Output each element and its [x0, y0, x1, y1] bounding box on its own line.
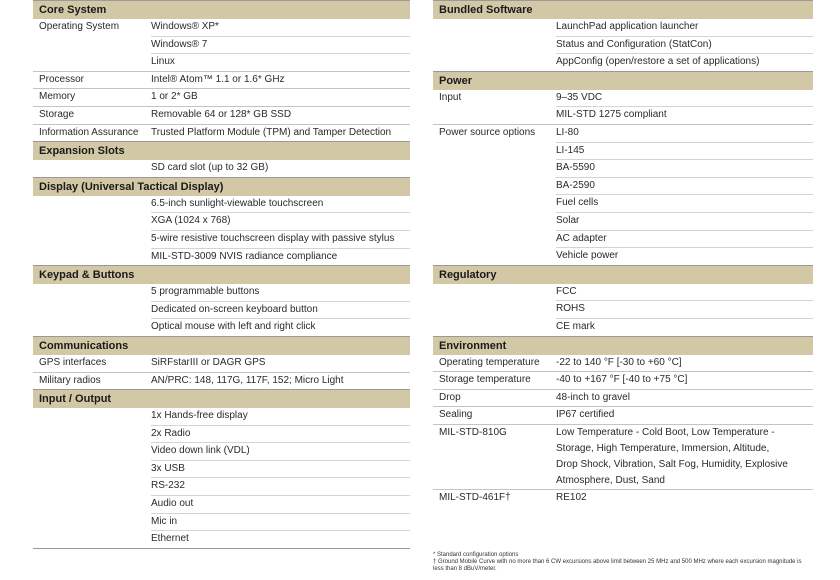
spec-value: MIL-STD 1275 compliant [556, 109, 667, 121]
spec-value: Status and Configuration (StatCon) [556, 37, 813, 55]
spec-row [433, 371, 813, 389]
spec-value: Dedicated on-screen keyboard button [151, 302, 410, 320]
spec-value: Vehicle power [556, 250, 619, 262]
spec-row [433, 284, 813, 336]
spec-value: Low Temperature - Cold Boot, Low Temperature - Storage, High Temperature, Immersion, Altitude, Drop Shock, Vibration, Salt Fog, Humidity, Explosive Atmosphere, Dust, Sand [556, 426, 788, 486]
spec-label: Storage [39, 108, 75, 120]
spec-label: Drop [439, 391, 461, 403]
spec-value: AC adapter [556, 231, 813, 249]
section-header: Power [433, 72, 813, 90]
spec-value: BA-5590 [556, 160, 813, 178]
spec-label: Operating System [39, 21, 120, 32]
spec-values [556, 390, 813, 407]
spec-value: ROHS [556, 301, 813, 319]
spec-value: Video down link (VDL) [151, 443, 410, 461]
section-environment [433, 336, 813, 507]
spec-value: Optical mouse with left and right click [151, 321, 316, 333]
spec-label: MIL-STD-810G [439, 426, 507, 438]
spec-row [433, 389, 813, 407]
spec-label: Military radios [39, 374, 101, 386]
section-power [433, 71, 813, 265]
spec-row [33, 372, 410, 390]
spec-row [433, 489, 813, 507]
spec-value: XGA (1024 x 768) [151, 213, 410, 231]
spec-values [556, 284, 813, 336]
spec-row [33, 408, 410, 548]
section-regulatory [433, 265, 813, 336]
spec-values [556, 125, 813, 265]
section-bundled-software [433, 0, 813, 71]
spec-value: -40 to +167 °F [-40 to +75 °C] [556, 374, 688, 386]
spec-value: Trusted Platform Module (TPM) and Tamper Detection [151, 126, 392, 138]
spec-values [151, 373, 410, 390]
spec-value: MIL-STD-3009 NVIS radiance compliance [151, 250, 338, 262]
spec-value: AppConfig (open/restore a set of applications) [556, 56, 760, 68]
section-communications [33, 336, 410, 389]
section-core-system [33, 0, 410, 141]
spec-values [556, 407, 813, 424]
left-spec-column [33, 0, 410, 549]
section-header: Core System [33, 1, 410, 19]
spec-label [33, 196, 151, 265]
spec-value: SiRFstarIII or DAGR GPS [151, 356, 266, 368]
spec-label: MIL-STD-461F† [439, 491, 511, 503]
spec-row [433, 406, 813, 424]
section-expansion-slots [33, 141, 410, 177]
spec-row [33, 284, 410, 336]
spec-value: 5 programmable buttons [151, 284, 410, 302]
spec-value: BA-2590 [556, 178, 813, 196]
spec-label: Sealing [439, 409, 473, 421]
spec-label [433, 284, 556, 336]
spec-values [151, 196, 410, 265]
section-header: Expansion Slots [33, 142, 410, 160]
spec-row [33, 71, 410, 89]
spec-row [433, 424, 813, 489]
spec-label [433, 19, 556, 71]
spec-value: 3x USB [151, 461, 410, 479]
section-header: Keypad & Buttons [33, 266, 410, 284]
spec-value: LI-80 [556, 125, 813, 143]
section-keypad-buttons [33, 265, 410, 336]
spec-row [433, 90, 813, 124]
spec-value: Removable 64 or 128* GB SSD [151, 108, 292, 120]
spec-label: Input [439, 91, 462, 103]
spec-value: Solar [556, 213, 813, 231]
spec-row [33, 124, 410, 142]
spec-row [33, 160, 410, 177]
spec-row [433, 355, 813, 372]
spec-values [556, 90, 813, 124]
spec-row [33, 88, 410, 106]
spec-value: 2x Radio [151, 426, 410, 444]
spec-row [33, 19, 410, 71]
spec-row [433, 124, 813, 265]
spec-value: AN/PRC: 148, 117G, 117F, 152; Micro Light [151, 374, 344, 386]
spec-values [151, 72, 410, 89]
spec-value: 5-wire resistive touchscreen display with passive stylus [151, 231, 410, 249]
spec-value: 6.5-inch sunlight-viewable touchscreen [151, 196, 410, 214]
spec-value: LaunchPad application launcher [556, 19, 813, 37]
spec-label: GPS interfaces [39, 356, 107, 368]
spec-value: Fuel cells [556, 195, 813, 213]
spec-value: 1x Hands-free display [151, 408, 410, 426]
spec-label: Memory [39, 91, 76, 103]
spec-value: Mic in [151, 514, 410, 532]
spec-values [151, 19, 410, 71]
spec-values [151, 408, 410, 548]
spec-label: Power source options [439, 126, 536, 138]
spec-values [556, 425, 813, 489]
spec-values [556, 490, 813, 507]
footnote-standard-config: * Standard configuration options [433, 552, 519, 558]
spec-values [556, 372, 813, 389]
spec-value: RE102 [556, 491, 587, 503]
spec-value: Ethernet [151, 533, 189, 545]
section-display-universal-tactical-display [33, 177, 410, 265]
spec-label: Storage temperature [439, 374, 531, 386]
spec-values [151, 284, 410, 336]
spec-value: -22 to 140 °F [-30 to +60 °C] [556, 356, 682, 368]
spec-value: SD card slot (up to 32 GB) [151, 162, 269, 174]
spec-values [151, 355, 410, 372]
footnote-ground-mobile-curve: † Ground Mobile Curve with no more than 6 CW excursions above limit between 25 MHz and 500 MHz where each excursion magnitude is less than 8 dBuV/meter. [433, 559, 802, 572]
spec-value: IP67 certified [556, 409, 615, 421]
spec-values [151, 160, 410, 177]
section-header: Input / Output [33, 390, 410, 408]
spec-row [33, 106, 410, 124]
spec-row [33, 196, 410, 265]
spec-value: CE mark [556, 320, 595, 332]
spec-values [151, 107, 410, 124]
footnotes [433, 552, 813, 573]
spec-value: LI-145 [556, 143, 813, 161]
section-header: Environment [433, 337, 813, 355]
spec-label: Operating temperature [439, 356, 540, 368]
spec-value: RS-232 [151, 478, 410, 496]
spec-values [556, 19, 813, 71]
section-header: Display (Universal Tactical Display) [33, 178, 410, 196]
spec-values [556, 355, 813, 372]
spec-values [151, 125, 410, 142]
section-header: Communications [33, 337, 410, 355]
spec-label [33, 284, 151, 336]
spec-row [433, 19, 813, 71]
spec-value: FCC [556, 284, 813, 302]
spec-values [151, 89, 410, 106]
spec-label: Processor [39, 73, 85, 85]
spec-label [33, 408, 151, 548]
section-input-output [33, 389, 410, 549]
spec-value: 9–35 VDC [556, 90, 813, 108]
spec-value: Linux [151, 56, 175, 68]
section-header: Bundled Software [433, 1, 813, 19]
spec-value: 1 or 2* GB [151, 91, 198, 103]
spec-value: 48-inch to gravel [556, 391, 630, 403]
spec-value: Windows® XP* [151, 19, 410, 37]
spec-value: Audio out [151, 496, 410, 514]
section-header: Regulatory [433, 266, 813, 284]
right-spec-column [433, 0, 813, 506]
spec-value: Intel® Atom™ 1.1 or 1.6* GHz [151, 73, 285, 85]
spec-row [33, 355, 410, 372]
spec-label: Information Assurance [39, 126, 139, 138]
spec-label [33, 160, 151, 177]
spec-value: Windows® 7 [151, 37, 410, 55]
